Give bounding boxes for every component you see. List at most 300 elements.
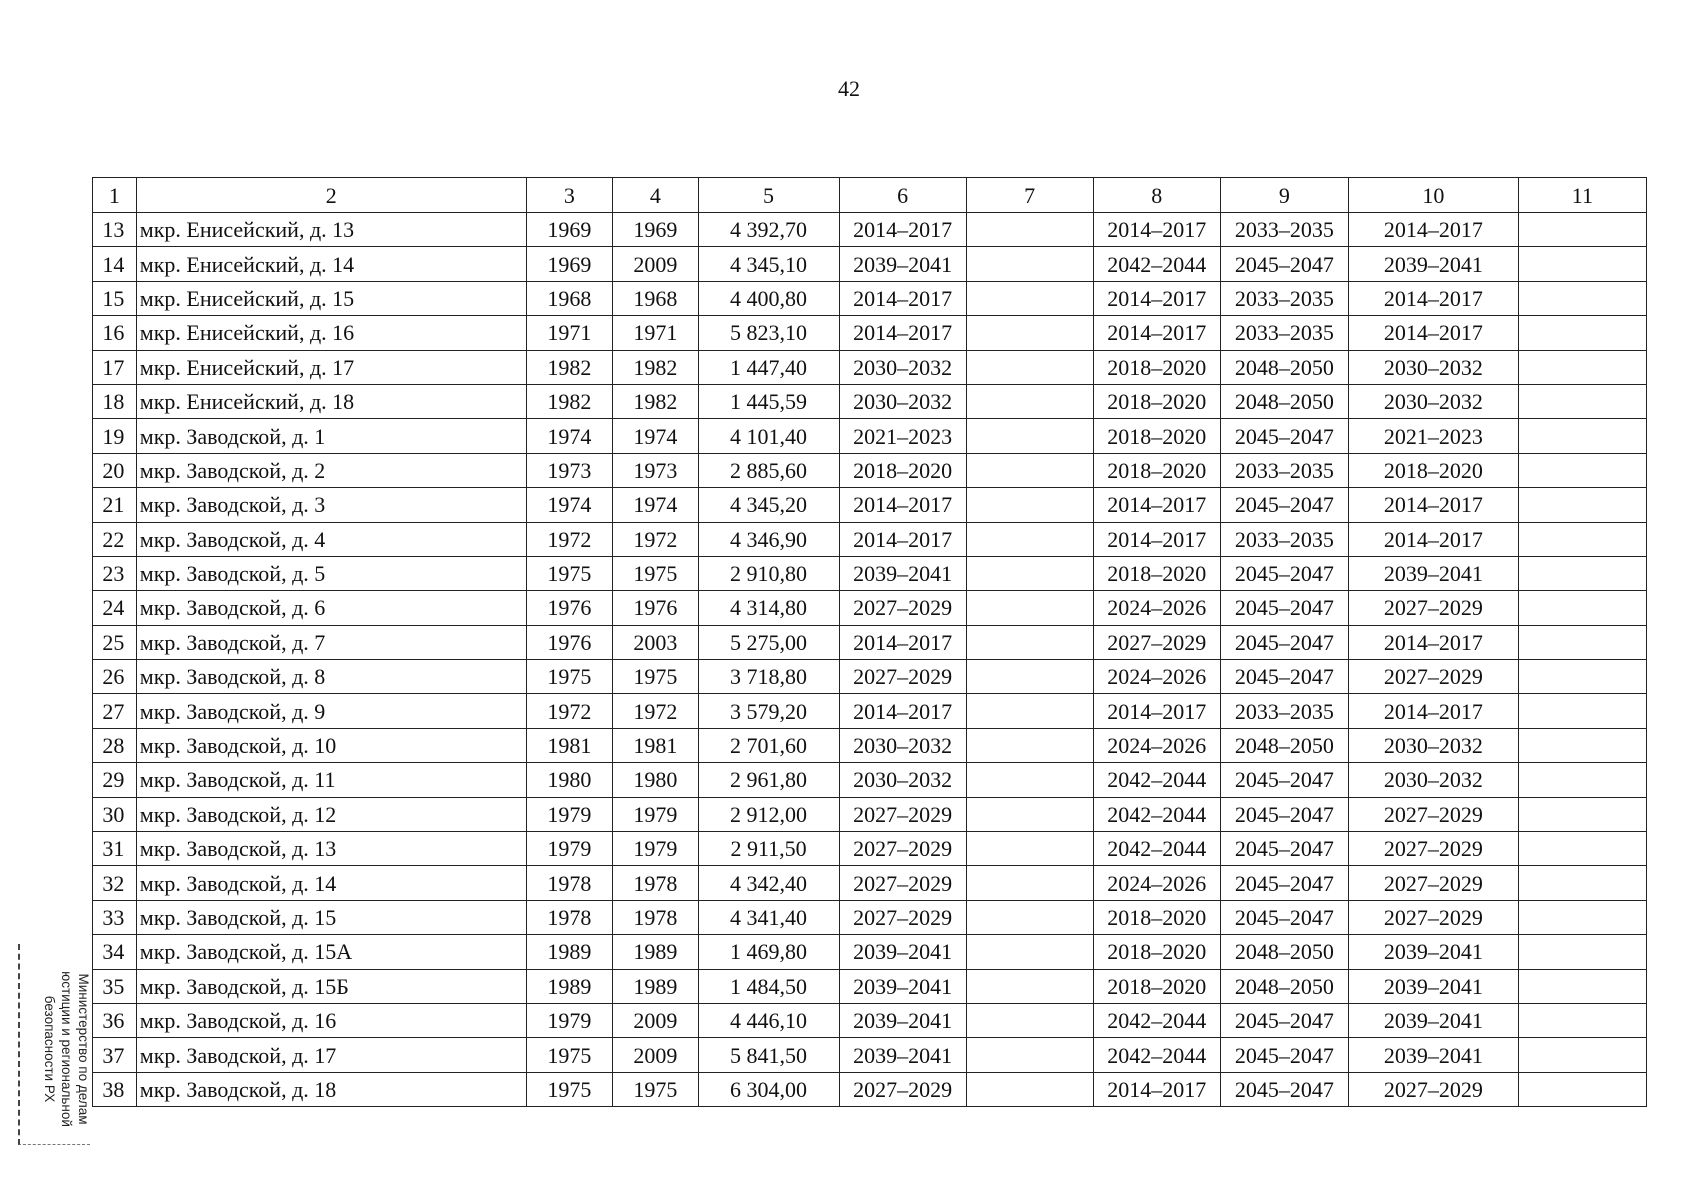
year-col4-cell: 1979: [613, 832, 698, 866]
row-number-cell: 31: [93, 832, 137, 866]
area-cell: 4 345,20: [698, 488, 839, 522]
row-number-cell: 38: [93, 1072, 137, 1106]
col11-cell: [1518, 591, 1646, 625]
col7-cell: [966, 728, 1093, 762]
period-col6-cell: 2027–2029: [839, 900, 966, 934]
row-number-cell: 20: [93, 453, 137, 487]
row-number-cell: 19: [93, 419, 137, 453]
year-col4-cell: 1989: [613, 935, 698, 969]
col11-cell: [1518, 384, 1646, 418]
year-built-cell: 1979: [526, 832, 613, 866]
period-col6-cell: 2030–2032: [839, 384, 966, 418]
row-number-cell: 15: [93, 281, 137, 315]
period-col8-cell: 2014–2017: [1093, 694, 1220, 728]
period-col10-cell: 2030–2032: [1348, 728, 1518, 762]
col7-cell: [966, 935, 1093, 969]
table-row: [93, 1038, 1647, 1072]
period-col10-cell: 2027–2029: [1348, 900, 1518, 934]
address-cell: мкр. Заводской, д. 4: [136, 522, 526, 556]
period-col6-cell: 2014–2017: [839, 694, 966, 728]
address-cell: мкр. Енисейский, д. 18: [136, 384, 526, 418]
year-built-cell: 1982: [526, 384, 613, 418]
col7-cell: [966, 625, 1093, 659]
row-number-cell: 25: [93, 625, 137, 659]
period-col9-cell: 2033–2035: [1220, 316, 1348, 350]
table-row: [93, 556, 1647, 590]
period-col6-cell: 2039–2041: [839, 935, 966, 969]
period-col8-cell: 2014–2017: [1093, 281, 1220, 315]
year-col4-cell: 1975: [613, 556, 698, 590]
address-cell: мкр. Заводской, д. 14: [136, 866, 526, 900]
col7-cell: [966, 1038, 1093, 1072]
period-col9-cell: 2045–2047: [1220, 419, 1348, 453]
col11-cell: [1518, 1072, 1646, 1106]
year-built-cell: 1989: [526, 969, 613, 1003]
period-col10-cell: 2027–2029: [1348, 591, 1518, 625]
table-row: [93, 935, 1647, 969]
period-col6-cell: 2027–2029: [839, 591, 966, 625]
year-built-cell: 1981: [526, 728, 613, 762]
row-number-cell: 23: [93, 556, 137, 590]
address-cell: мкр. Заводской, д. 13: [136, 832, 526, 866]
period-col9-cell: 2045–2047: [1220, 488, 1348, 522]
period-col8-cell: 2042–2044: [1093, 247, 1220, 281]
col7-cell: [966, 281, 1093, 315]
period-col8-cell: 2018–2020: [1093, 350, 1220, 384]
year-built-cell: 1972: [526, 694, 613, 728]
address-cell: мкр. Заводской, д. 2: [136, 453, 526, 487]
row-number-cell: 14: [93, 247, 137, 281]
period-col10-cell: 2018–2020: [1348, 453, 1518, 487]
address-cell: мкр. Заводской, д. 16: [136, 1003, 526, 1037]
col7-cell: [966, 900, 1093, 934]
row-number-cell: 13: [93, 213, 137, 247]
period-col9-cell: 2045–2047: [1220, 625, 1348, 659]
period-col10-cell: 2039–2041: [1348, 247, 1518, 281]
period-col6-cell: 2030–2032: [839, 728, 966, 762]
area-cell: 6 304,00: [698, 1072, 839, 1106]
period-col6-cell: 2014–2017: [839, 488, 966, 522]
period-col10-cell: 2014–2017: [1348, 488, 1518, 522]
period-col6-cell: 2039–2041: [839, 1003, 966, 1037]
row-number-cell: 28: [93, 728, 137, 762]
period-col9-cell: 2045–2047: [1220, 866, 1348, 900]
year-col4-cell: 1978: [613, 900, 698, 934]
period-col10-cell: 2027–2029: [1348, 1072, 1518, 1106]
year-built-cell: 1974: [526, 419, 613, 453]
col11-cell: [1518, 728, 1646, 762]
table-row: [93, 419, 1647, 453]
column-header: 5: [698, 178, 839, 213]
period-col10-cell: 2014–2017: [1348, 694, 1518, 728]
area-cell: 5 823,10: [698, 316, 839, 350]
year-col4-cell: 1973: [613, 453, 698, 487]
period-col10-cell: 2027–2029: [1348, 832, 1518, 866]
year-col4-cell: 1982: [613, 350, 698, 384]
address-cell: мкр. Енисейский, д. 14: [136, 247, 526, 281]
year-built-cell: 1972: [526, 522, 613, 556]
year-built-cell: 1976: [526, 625, 613, 659]
col11-cell: [1518, 316, 1646, 350]
col11-cell: [1518, 625, 1646, 659]
col11-cell: [1518, 660, 1646, 694]
row-number-cell: 26: [93, 660, 137, 694]
area-cell: 4 345,10: [698, 247, 839, 281]
period-col6-cell: 2027–2029: [839, 797, 966, 831]
col11-cell: [1518, 935, 1646, 969]
table-row: [93, 522, 1647, 556]
period-col10-cell: 2027–2029: [1348, 866, 1518, 900]
column-header: 7: [966, 178, 1093, 213]
col11-cell: [1518, 832, 1646, 866]
year-col4-cell: 1972: [613, 694, 698, 728]
year-built-cell: 1974: [526, 488, 613, 522]
area-cell: 2 961,80: [698, 763, 839, 797]
period-col8-cell: 2018–2020: [1093, 969, 1220, 1003]
address-cell: мкр. Енисейский, д. 16: [136, 316, 526, 350]
period-col10-cell: 2014–2017: [1348, 316, 1518, 350]
row-number-cell: 18: [93, 384, 137, 418]
col11-cell: [1518, 763, 1646, 797]
header-row: [93, 178, 1647, 213]
stamp-text: [41, 944, 92, 1154]
period-col10-cell: 2014–2017: [1348, 625, 1518, 659]
period-col10-cell: 2039–2041: [1348, 556, 1518, 590]
area-cell: 2 885,60: [698, 453, 839, 487]
col11-cell: [1518, 1038, 1646, 1072]
period-col6-cell: 2014–2017: [839, 625, 966, 659]
table-row: [93, 660, 1647, 694]
period-col8-cell: 2042–2044: [1093, 763, 1220, 797]
period-col9-cell: 2033–2035: [1220, 522, 1348, 556]
col11-cell: [1518, 453, 1646, 487]
col11-cell: [1518, 900, 1646, 934]
address-cell: мкр. Заводской, д. 3: [136, 488, 526, 522]
year-built-cell: 1978: [526, 900, 613, 934]
year-col4-cell: 1971: [613, 316, 698, 350]
period-col8-cell: 2018–2020: [1093, 453, 1220, 487]
area-cell: 2 701,60: [698, 728, 839, 762]
area-cell: 4 101,40: [698, 419, 839, 453]
table-row: [93, 247, 1647, 281]
area-cell: 1 447,40: [698, 350, 839, 384]
address-cell: мкр. Заводской, д. 18: [136, 1072, 526, 1106]
year-col4-cell: 1976: [613, 591, 698, 625]
period-col9-cell: 2045–2047: [1220, 556, 1348, 590]
stamp-line: Министерство по делам: [76, 973, 91, 1125]
table-row: [93, 350, 1647, 384]
column-header: 9: [1220, 178, 1348, 213]
table-row: [93, 453, 1647, 487]
address-cell: мкр. Заводской, д. 7: [136, 625, 526, 659]
address-cell: мкр. Заводской, д. 12: [136, 797, 526, 831]
table-row: [93, 763, 1647, 797]
col11-cell: [1518, 281, 1646, 315]
period-col8-cell: 2024–2026: [1093, 660, 1220, 694]
address-cell: мкр. Заводской, д. 15Б: [136, 969, 526, 1003]
row-number-cell: 17: [93, 350, 137, 384]
address-cell: мкр. Заводской, д. 6: [136, 591, 526, 625]
row-number-cell: 21: [93, 488, 137, 522]
table-row: [93, 625, 1647, 659]
period-col10-cell: 2014–2017: [1348, 522, 1518, 556]
area-cell: 4 392,70: [698, 213, 839, 247]
period-col6-cell: 2039–2041: [839, 969, 966, 1003]
col7-cell: [966, 350, 1093, 384]
period-col9-cell: 2048–2050: [1220, 969, 1348, 1003]
year-col4-cell: 1980: [613, 763, 698, 797]
period-col10-cell: 2014–2017: [1348, 213, 1518, 247]
period-col10-cell: 2039–2041: [1348, 1003, 1518, 1037]
table-body: [93, 213, 1647, 1107]
table-row: [93, 1003, 1647, 1037]
column-header: 11: [1518, 178, 1646, 213]
period-col10-cell: 2030–2032: [1348, 763, 1518, 797]
col7-cell: [966, 763, 1093, 797]
period-col8-cell: 2018–2020: [1093, 384, 1220, 418]
year-col4-cell: 1975: [613, 1072, 698, 1106]
table-row: [93, 384, 1647, 418]
period-col10-cell: 2039–2041: [1348, 1038, 1518, 1072]
row-number-cell: 24: [93, 591, 137, 625]
period-col8-cell: 2042–2044: [1093, 832, 1220, 866]
year-built-cell: 1978: [526, 866, 613, 900]
col7-cell: [966, 797, 1093, 831]
table-row: [93, 832, 1647, 866]
period-col9-cell: 2045–2047: [1220, 763, 1348, 797]
period-col6-cell: 2018–2020: [839, 453, 966, 487]
year-built-cell: 1968: [526, 281, 613, 315]
row-number-cell: 33: [93, 900, 137, 934]
period-col9-cell: 2045–2047: [1220, 1038, 1348, 1072]
column-header: 3: [526, 178, 613, 213]
period-col6-cell: 2030–2032: [839, 763, 966, 797]
col11-cell: [1518, 556, 1646, 590]
col7-cell: [966, 1003, 1093, 1037]
period-col6-cell: 2027–2029: [839, 1072, 966, 1106]
col7-cell: [966, 969, 1093, 1003]
period-col8-cell: 2042–2044: [1093, 797, 1220, 831]
table-row: [93, 281, 1647, 315]
col11-cell: [1518, 488, 1646, 522]
year-built-cell: 1975: [526, 556, 613, 590]
col7-cell: [966, 316, 1093, 350]
row-number-cell: 37: [93, 1038, 137, 1072]
address-cell: мкр. Енисейский, д. 17: [136, 350, 526, 384]
area-cell: 2 910,80: [698, 556, 839, 590]
col7-cell: [966, 522, 1093, 556]
year-col4-cell: 1989: [613, 969, 698, 1003]
period-col9-cell: 2033–2035: [1220, 694, 1348, 728]
address-cell: мкр. Заводской, д. 15А: [136, 935, 526, 969]
period-col10-cell: 2039–2041: [1348, 935, 1518, 969]
year-built-cell: 1969: [526, 247, 613, 281]
row-number-cell: 30: [93, 797, 137, 831]
address-cell: мкр. Енисейский, д. 13: [136, 213, 526, 247]
col11-cell: [1518, 350, 1646, 384]
year-built-cell: 1975: [526, 1072, 613, 1106]
table-row: [93, 316, 1647, 350]
col7-cell: [966, 660, 1093, 694]
year-col4-cell: 1981: [613, 728, 698, 762]
period-col8-cell: 2014–2017: [1093, 488, 1220, 522]
col11-cell: [1518, 866, 1646, 900]
col11-cell: [1518, 247, 1646, 281]
col11-cell: [1518, 522, 1646, 556]
period-col10-cell: 2027–2029: [1348, 797, 1518, 831]
year-built-cell: 1969: [526, 213, 613, 247]
col7-cell: [966, 832, 1093, 866]
ministry-stamp: [18, 944, 90, 1145]
address-cell: мкр. Заводской, д. 11: [136, 763, 526, 797]
period-col9-cell: 2045–2047: [1220, 1003, 1348, 1037]
period-col8-cell: 2024–2026: [1093, 866, 1220, 900]
col11-cell: [1518, 797, 1646, 831]
year-col4-cell: 1972: [613, 522, 698, 556]
year-col4-cell: 1979: [613, 797, 698, 831]
col11-cell: [1518, 969, 1646, 1003]
col11-cell: [1518, 694, 1646, 728]
address-cell: мкр. Заводской, д. 8: [136, 660, 526, 694]
area-cell: 1 469,80: [698, 935, 839, 969]
col7-cell: [966, 453, 1093, 487]
year-built-cell: 1971: [526, 316, 613, 350]
area-cell: 4 341,40: [698, 900, 839, 934]
period-col6-cell: 2027–2029: [839, 866, 966, 900]
col7-cell: [966, 384, 1093, 418]
period-col9-cell: 2033–2035: [1220, 213, 1348, 247]
period-col9-cell: 2033–2035: [1220, 281, 1348, 315]
area-cell: 5 841,50: [698, 1038, 839, 1072]
year-built-cell: 1973: [526, 453, 613, 487]
year-col4-cell: 1982: [613, 384, 698, 418]
column-header: 2: [136, 178, 526, 213]
period-col6-cell: 2014–2017: [839, 213, 966, 247]
row-number-cell: 34: [93, 935, 137, 969]
area-cell: 4 314,80: [698, 591, 839, 625]
table-row: [93, 728, 1647, 762]
period-col8-cell: 2014–2017: [1093, 316, 1220, 350]
period-col9-cell: 2033–2035: [1220, 453, 1348, 487]
period-col8-cell: 2042–2044: [1093, 1003, 1220, 1037]
table-row: [93, 694, 1647, 728]
col7-cell: [966, 694, 1093, 728]
period-col9-cell: 2045–2047: [1220, 1072, 1348, 1106]
period-col8-cell: 2027–2029: [1093, 625, 1220, 659]
year-col4-cell: 1968: [613, 281, 698, 315]
column-header: 10: [1348, 178, 1518, 213]
period-col9-cell: 2045–2047: [1220, 832, 1348, 866]
year-col4-cell: 2003: [613, 625, 698, 659]
year-built-cell: 1975: [526, 1038, 613, 1072]
period-col10-cell: 2014–2017: [1348, 281, 1518, 315]
year-built-cell: 1979: [526, 1003, 613, 1037]
row-number-cell: 35: [93, 969, 137, 1003]
period-col9-cell: 2045–2047: [1220, 797, 1348, 831]
stamp-line: юстиции и региональной: [59, 971, 74, 1127]
period-col8-cell: 2024–2026: [1093, 728, 1220, 762]
period-col8-cell: 2018–2020: [1093, 419, 1220, 453]
year-built-cell: 1982: [526, 350, 613, 384]
address-cell: мкр. Заводской, д. 5: [136, 556, 526, 590]
table-row: [93, 900, 1647, 934]
period-col10-cell: 2021–2023: [1348, 419, 1518, 453]
year-col4-cell: 1978: [613, 866, 698, 900]
period-col10-cell: 2039–2041: [1348, 969, 1518, 1003]
area-cell: 4 446,10: [698, 1003, 839, 1037]
year-col4-cell: 1969: [613, 213, 698, 247]
row-number-cell: 29: [93, 763, 137, 797]
period-col10-cell: 2030–2032: [1348, 384, 1518, 418]
period-col6-cell: 2039–2041: [839, 1038, 966, 1072]
column-header: 4: [613, 178, 698, 213]
period-col10-cell: 2030–2032: [1348, 350, 1518, 384]
table-row: [93, 1072, 1647, 1106]
period-col6-cell: 2021–2023: [839, 419, 966, 453]
address-cell: мкр. Заводской, д. 17: [136, 1038, 526, 1072]
address-cell: мкр. Заводской, д. 10: [136, 728, 526, 762]
year-col4-cell: 1974: [613, 488, 698, 522]
table-row: [93, 213, 1647, 247]
year-built-cell: 1989: [526, 935, 613, 969]
area-cell: 5 275,00: [698, 625, 839, 659]
col11-cell: [1518, 419, 1646, 453]
col7-cell: [966, 213, 1093, 247]
area-cell: 1 484,50: [698, 969, 839, 1003]
col7-cell: [966, 591, 1093, 625]
period-col10-cell: 2027–2029: [1348, 660, 1518, 694]
period-col8-cell: 2024–2026: [1093, 591, 1220, 625]
period-col6-cell: 2039–2041: [839, 556, 966, 590]
period-col9-cell: 2045–2047: [1220, 900, 1348, 934]
year-built-cell: 1975: [526, 660, 613, 694]
area-cell: 2 911,50: [698, 832, 839, 866]
table-row: [93, 591, 1647, 625]
address-cell: мкр. Заводской, д. 1: [136, 419, 526, 453]
period-col8-cell: 2014–2017: [1093, 1072, 1220, 1106]
address-cell: мкр. Заводской, д. 15: [136, 900, 526, 934]
col7-cell: [966, 1072, 1093, 1106]
table-header: [93, 178, 1647, 213]
period-col9-cell: 2045–2047: [1220, 247, 1348, 281]
period-col8-cell: 2018–2020: [1093, 935, 1220, 969]
address-cell: мкр. Заводской, д. 9: [136, 694, 526, 728]
column-header: 8: [1093, 178, 1220, 213]
year-col4-cell: 2009: [613, 1038, 698, 1072]
period-col6-cell: 2039–2041: [839, 247, 966, 281]
area-cell: 1 445,59: [698, 384, 839, 418]
area-cell: 3 579,20: [698, 694, 839, 728]
table-row: [93, 866, 1647, 900]
year-col4-cell: 1975: [613, 660, 698, 694]
period-col6-cell: 2014–2017: [839, 316, 966, 350]
col11-cell: [1518, 213, 1646, 247]
page-number: 42: [838, 76, 860, 101]
address-cell: мкр. Енисейский, д. 15: [136, 281, 526, 315]
col7-cell: [966, 556, 1093, 590]
col7-cell: [966, 488, 1093, 522]
year-col4-cell: 2009: [613, 1003, 698, 1037]
period-col9-cell: 2045–2047: [1220, 591, 1348, 625]
column-header: 6: [839, 178, 966, 213]
column-header: 1: [93, 178, 137, 213]
period-col8-cell: 2018–2020: [1093, 556, 1220, 590]
col7-cell: [966, 247, 1093, 281]
period-col8-cell: 2014–2017: [1093, 213, 1220, 247]
col11-cell: [1518, 1003, 1646, 1037]
year-col4-cell: 1974: [613, 419, 698, 453]
year-built-cell: 1979: [526, 797, 613, 831]
